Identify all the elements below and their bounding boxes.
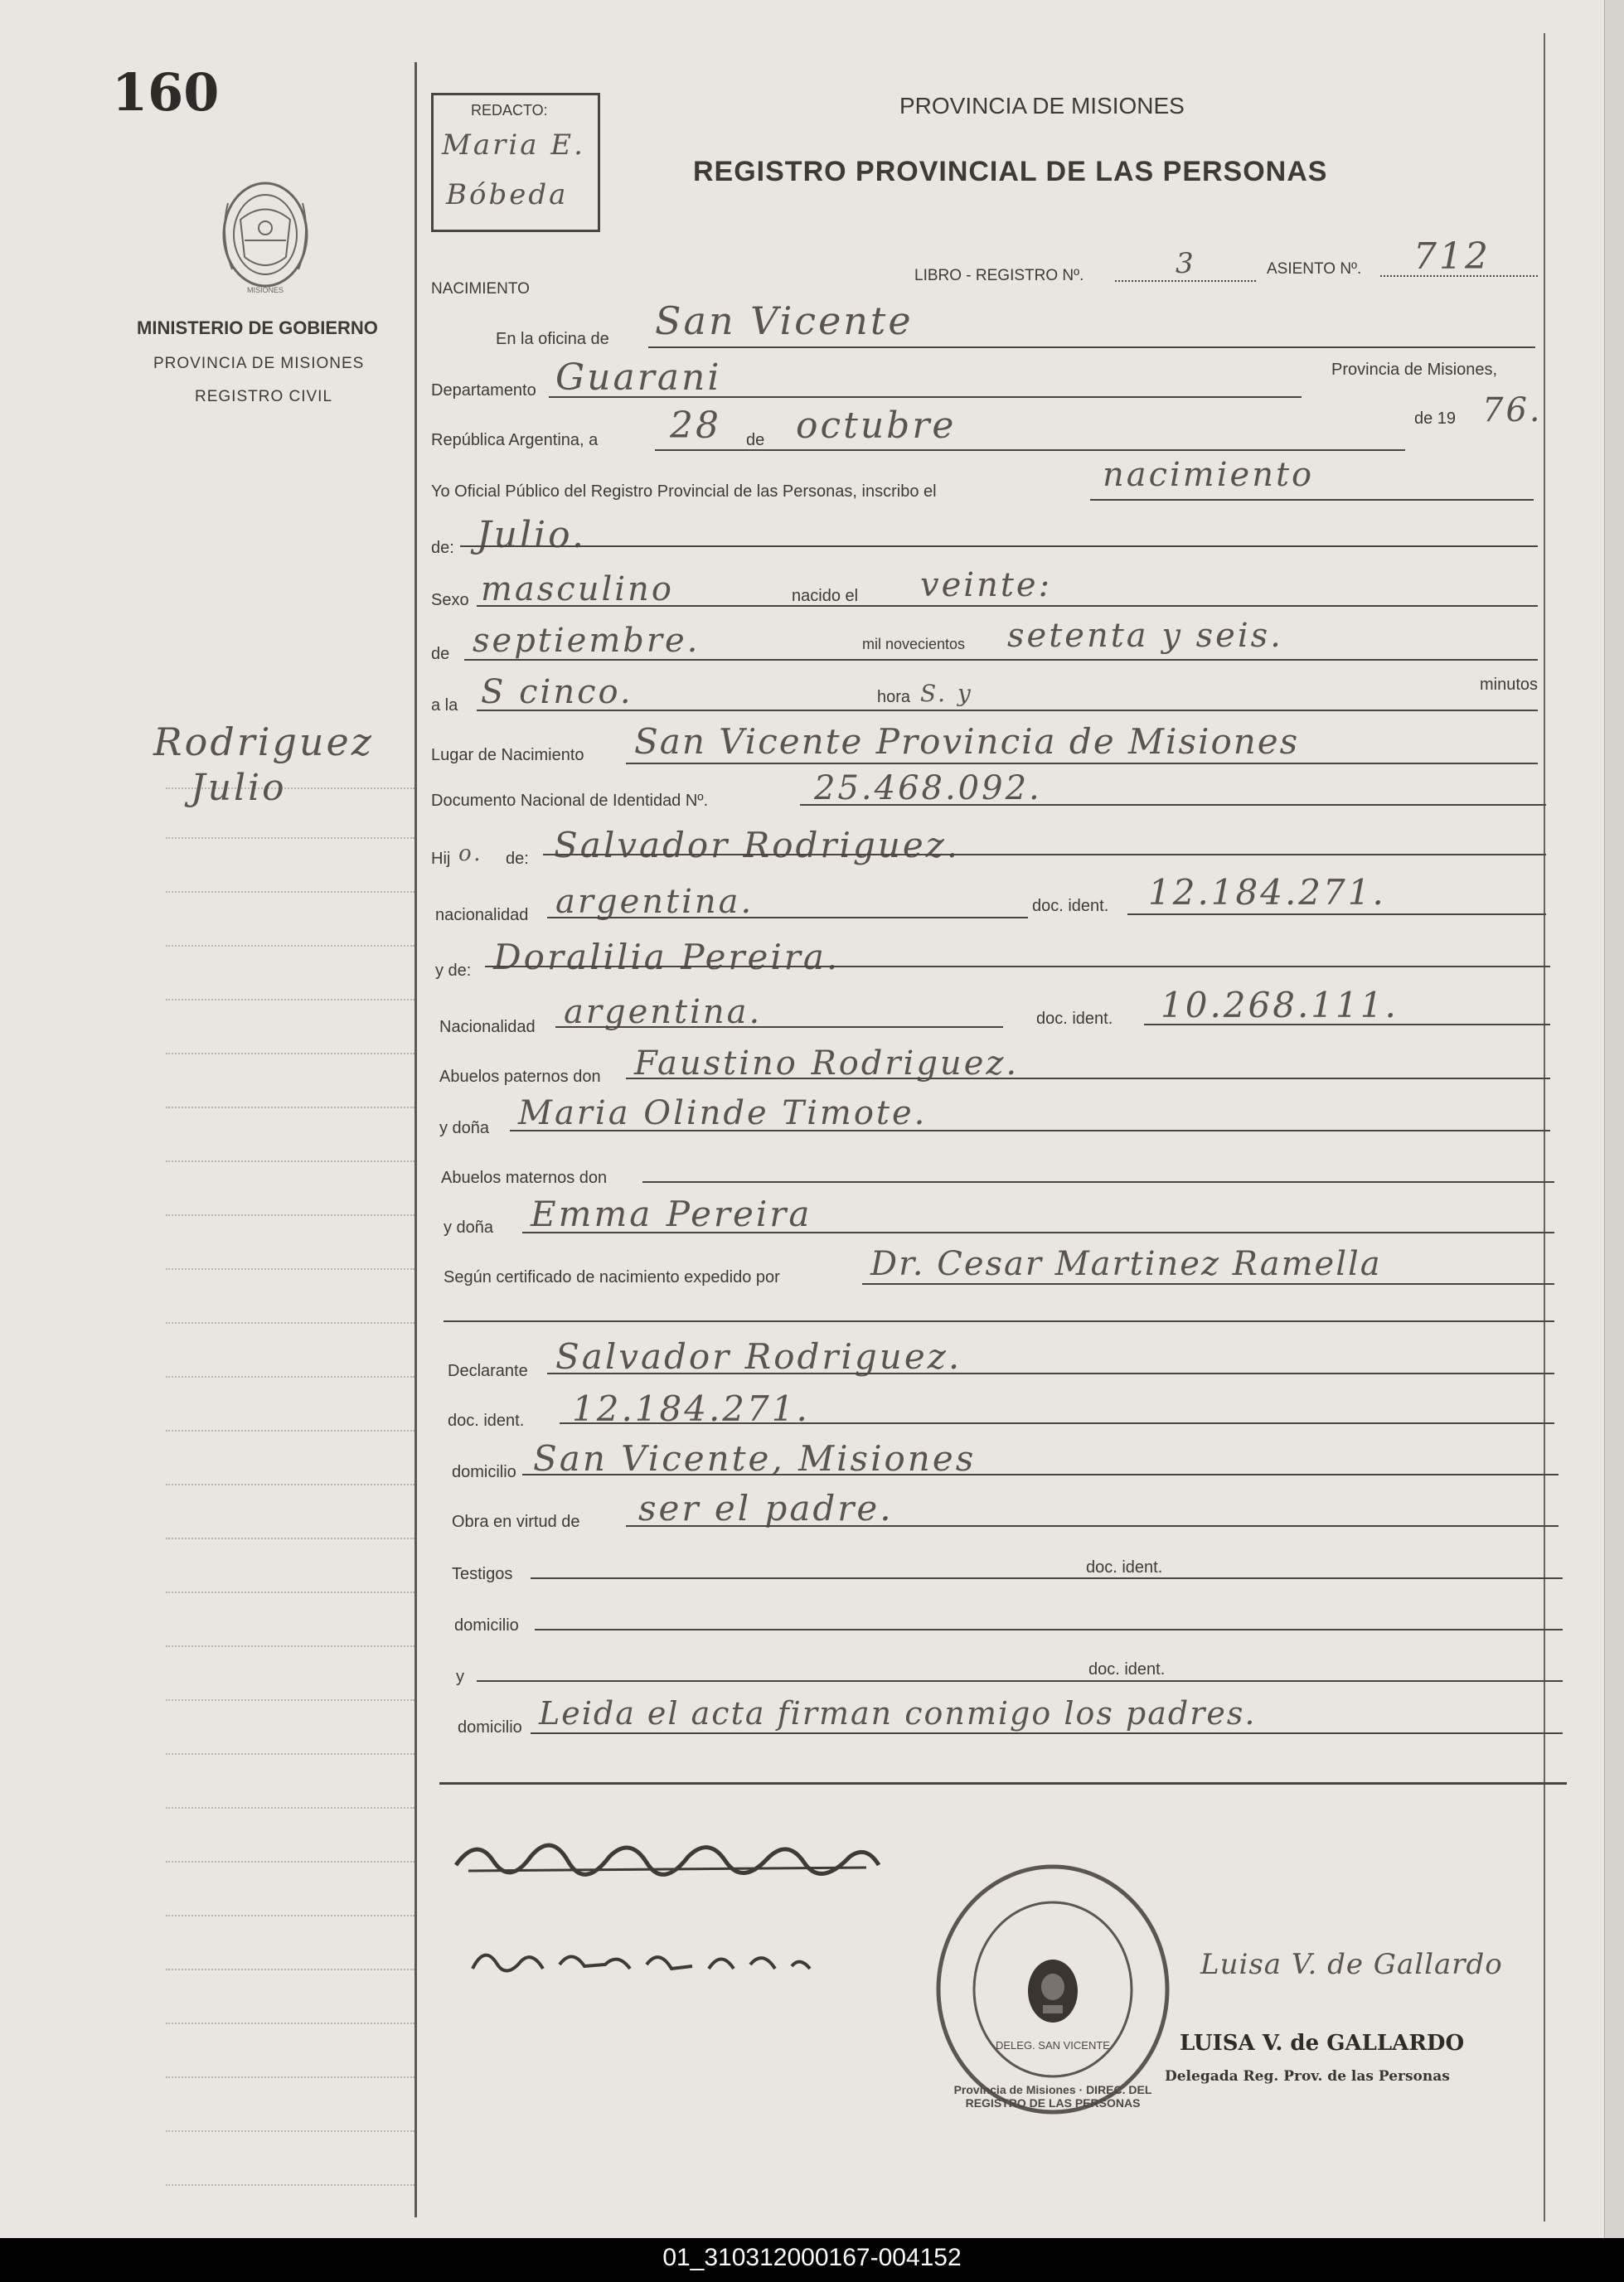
abuelos-maternos-line xyxy=(642,1181,1554,1183)
redacto-label: REDACTO: xyxy=(471,102,548,119)
oficina-label: En la oficina de xyxy=(496,330,609,348)
inscribe-value: nacimiento xyxy=(1103,456,1315,494)
date-line xyxy=(655,449,1405,451)
madre-value: Doralilia Pereira. xyxy=(493,937,841,977)
day-value: 28 xyxy=(670,405,721,447)
domicilio3-value: Leida el acta firman conmigo los padres. xyxy=(539,1695,1257,1732)
ministry-province: PROVINCIA DE MISIONES xyxy=(153,355,365,372)
abuelos-paternos-label: Abuelos paternos don xyxy=(439,1068,601,1086)
ydona1-label: y doña xyxy=(439,1119,490,1137)
y-line xyxy=(477,1680,1563,1682)
docident3-label: doc. ident. xyxy=(448,1412,525,1430)
domicilio2-label: domicilio xyxy=(454,1616,519,1635)
mother-signature xyxy=(468,1940,817,1989)
certificado-value: Dr. Cesar Martinez Ramella xyxy=(870,1245,1382,1283)
margin-column-border xyxy=(414,62,417,2217)
ydona1-line xyxy=(510,1130,1550,1131)
departamento-line xyxy=(549,396,1302,398)
mil-value: setenta y seis. xyxy=(1007,617,1283,655)
file-id: 01_310312000167-004152 xyxy=(662,2244,962,2271)
certificado-label: Según certificado de nacimiento expedido por xyxy=(444,1268,780,1286)
docident5-label: doc. ident. xyxy=(1088,1660,1166,1679)
docident2-line xyxy=(1144,1024,1550,1025)
right-border-line xyxy=(1544,33,1545,2221)
official-title: Delegada Reg. Prov. de las Personas xyxy=(1165,2068,1450,2085)
testigos-label: Testigos xyxy=(452,1565,513,1583)
ala-label: a la xyxy=(431,696,458,715)
domicilio1-label: domicilio xyxy=(452,1463,516,1481)
signature-section-divider xyxy=(439,1782,1567,1785)
margin-note-line2: Julio xyxy=(191,767,287,809)
ministry-title: MINISTERIO DE GOBIERNO xyxy=(137,317,378,338)
record-type-label: NACIMIENTO xyxy=(431,280,530,298)
domicilio2-line xyxy=(535,1629,1563,1630)
sexo-label: Sexo xyxy=(431,591,469,609)
official-signature: Luisa V. de Gallardo xyxy=(1200,1948,1503,1981)
margin-note-line1: Rodriguez xyxy=(153,719,375,764)
dni-line xyxy=(800,804,1546,806)
redacto-box xyxy=(431,93,600,232)
provincial-coat-of-arms-icon xyxy=(211,170,319,303)
ydona1-value: Maria Olinde Timote. xyxy=(518,1094,928,1132)
docident1-line xyxy=(1127,913,1546,915)
hora-line xyxy=(477,710,1538,711)
header-title: REGISTRO PROVINCIAL DE LAS PERSONAS xyxy=(693,156,1328,187)
domicilio3-label: domicilio xyxy=(458,1718,522,1737)
departamento-value: Guarani xyxy=(555,356,722,399)
dni-value: 25.468.092. xyxy=(814,769,1042,807)
nacido-value: veinte: xyxy=(920,566,1053,604)
year-label: de 19 xyxy=(1414,409,1457,428)
page-number: 160 xyxy=(112,62,220,123)
abuelos-maternos-label: Abuelos maternos don xyxy=(441,1169,608,1187)
ministry-registry: REGISTRO CIVIL xyxy=(195,388,333,405)
mil-label: mil novecientos xyxy=(862,636,966,652)
stamp-inner-text: DELEG. SAN VICENTE xyxy=(996,2039,1110,2052)
libro-label: LIBRO - REGISTRO Nº. xyxy=(914,267,1084,284)
obra-value: ser el padre. xyxy=(638,1488,894,1529)
stamp-ring-text: Provincia de Misiones · DIREC. DEL REGISTRO DE LAS PERSONAS xyxy=(953,2083,1152,2110)
mil-line xyxy=(464,659,1538,661)
nacido-line xyxy=(477,605,1538,607)
obra-label: Obra en virtud de xyxy=(452,1513,580,1531)
minutos-label: minutos xyxy=(1480,676,1539,694)
sexo-value: masculino xyxy=(481,570,674,608)
republica-label: República Argentina, a xyxy=(431,431,599,449)
domicilio3-line xyxy=(531,1732,1563,1734)
docident4-label: doc. ident. xyxy=(1086,1558,1163,1577)
hijo-de-label: de: xyxy=(506,850,529,868)
ala-value: S cinco. xyxy=(481,673,633,711)
asiento-line xyxy=(1380,275,1538,277)
de2-label: de: xyxy=(431,539,454,557)
hijo-suffix: o. xyxy=(458,841,483,866)
ydona2-label: y doña xyxy=(444,1219,494,1237)
oficina-value: San Vicente xyxy=(655,298,914,343)
inscribe-line xyxy=(1090,499,1534,501)
madre-line xyxy=(485,966,1550,967)
nacionalidad2-label: Nacionalidad xyxy=(439,1018,536,1036)
hijo-label: Hij xyxy=(431,850,451,868)
asiento-label: ASIENTO Nº. xyxy=(1267,260,1362,278)
nacionalidad1-label: nacionalidad xyxy=(435,906,529,924)
de-label: de xyxy=(746,431,765,449)
yde-label: y de: xyxy=(435,962,472,980)
declarante-line xyxy=(547,1373,1554,1374)
child-name-line xyxy=(460,545,1538,547)
year-value: 76. xyxy=(1482,391,1543,429)
declarante-label: Declarante xyxy=(448,1362,528,1380)
padre-line xyxy=(543,854,1546,855)
declarante-value: Salvador Rodriguez. xyxy=(555,1336,962,1377)
header-province: PROVINCIA DE MISIONES xyxy=(899,93,1185,119)
obra-line xyxy=(626,1525,1559,1527)
asiento-value: 712 xyxy=(1413,235,1491,278)
padre-value: Salvador Rodriguez. xyxy=(554,825,961,865)
nacionalidad2-value: argentina. xyxy=(564,993,763,1031)
nacionalidad1-value: argentina. xyxy=(555,883,754,921)
y-label: y xyxy=(456,1668,464,1686)
ydona2-line xyxy=(522,1232,1554,1233)
emblem-text: MISIONES xyxy=(246,286,284,294)
hora-value: S. y xyxy=(920,680,973,707)
redacto-name-line2: Bóbeda xyxy=(446,178,569,211)
nacionalidad2-line xyxy=(555,1026,1003,1028)
docident2-label: doc. ident. xyxy=(1036,1010,1113,1028)
libro-line xyxy=(1115,280,1256,282)
month-value: octubre xyxy=(796,405,957,447)
departamento-label: Departamento xyxy=(431,381,536,400)
libro-value: 3 xyxy=(1176,247,1196,280)
nacido-month-value: septiembre. xyxy=(473,622,701,660)
lugar-label: Lugar de Nacimiento xyxy=(431,746,584,764)
inscribe-label: Yo Oficial Público del Registro Provincial de las Personas, inscribo el xyxy=(431,482,937,501)
certificado-line-2 xyxy=(444,1320,1554,1322)
redacto-name-line1: Maria E. xyxy=(442,128,585,162)
docident1-value: 12.184.271. xyxy=(1148,872,1386,913)
ydona2-value: Emma Pereira xyxy=(531,1194,812,1234)
dni-label: Documento Nacional de Identidad Nº. xyxy=(431,792,709,810)
nacionalidad1-line xyxy=(547,917,1028,918)
lugar-line xyxy=(626,763,1538,764)
docident3-value: 12.184.271. xyxy=(572,1388,810,1429)
nacido-label: nacido el xyxy=(792,587,859,605)
registry-stamp xyxy=(933,1861,1173,2118)
lugar-value: San Vicente Provincia de Misiones xyxy=(634,721,1300,762)
domicilio1-value: San Vicente, Misiones xyxy=(533,1438,977,1479)
right-page-edge xyxy=(1604,0,1624,2238)
abuelos-paternos-line xyxy=(626,1078,1550,1079)
declarant-signature xyxy=(452,1819,883,1886)
oficina-line xyxy=(648,346,1535,348)
docident3-line xyxy=(560,1422,1554,1424)
abuelos-paternos-value: Faustino Rodriguez. xyxy=(634,1044,1020,1083)
official-name: LUISA V. de GALLARDO xyxy=(1180,2031,1465,2056)
child-name-value: Julio. xyxy=(477,514,586,556)
testigos-line xyxy=(531,1577,1563,1579)
docident1-label: doc. ident. xyxy=(1032,897,1109,915)
domicilio1-line xyxy=(522,1474,1559,1475)
de3-label: de xyxy=(431,645,450,663)
docident2-value: 10.268.111. xyxy=(1161,985,1399,1025)
hora-label: hora xyxy=(877,688,911,706)
certificado-line xyxy=(862,1283,1554,1285)
seal-emblem-icon xyxy=(1020,1954,1086,2028)
provincia-label: Provincia de Misiones, xyxy=(1331,361,1498,379)
